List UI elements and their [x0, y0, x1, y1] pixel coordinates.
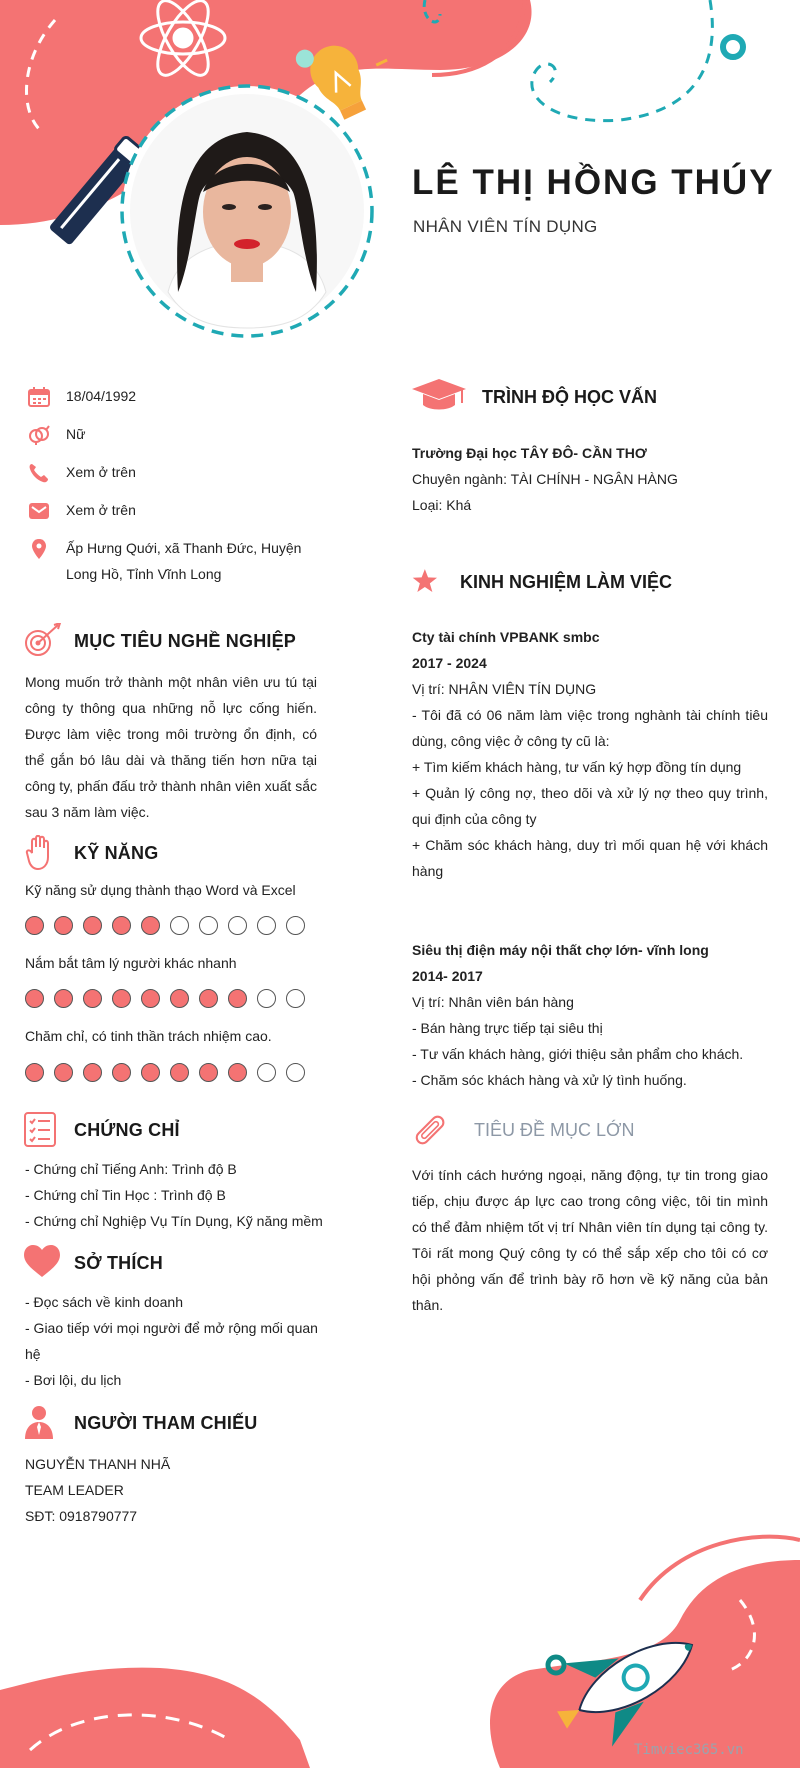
list-item: - Chứng chỉ Nghiệp Vụ Tín Dụng, Kỹ năng mềm: [25, 1213, 323, 1229]
heart-icon: [24, 1245, 64, 1281]
checklist-icon: [24, 1112, 64, 1148]
job-2-detail: Vị trí: Nhân viên bán hàng: [412, 994, 574, 1010]
paperclip-icon: [412, 1110, 458, 1150]
certificates-heading: [24, 1112, 324, 1148]
certificates-list: [25, 1156, 325, 1234]
job-1-detail: + Chăm sóc khách hàng, duy trì mối quan hệ với khách hàng: [412, 837, 768, 879]
address-text: Ấp Hưng Quới, xã Thanh Đức, Huyện Long Hồ, Tỉnh Vĩnh Long: [66, 540, 302, 582]
rating-dot-filled: [54, 989, 73, 1008]
job-1-period: 2017 - 2024: [412, 655, 487, 671]
job-2-detail: - Tư vấn khách hàng, giới thiệu sản phẩm cho khách.: [412, 1046, 744, 1062]
rating-dot-filled: [141, 989, 160, 1008]
rating-dot-filled: [83, 989, 102, 1008]
extra-title: TIÊU ĐỀ MỤC LỚN: [474, 1120, 635, 1140]
skill-1-label: Kỹ năng sử dụng thành thạo Word và Excel: [25, 882, 296, 898]
list-item: - Giao tiếp với mọi người để mở rộng mối quan hệ: [25, 1320, 318, 1362]
experience-job-1: [412, 624, 768, 884]
rating-dot-filled: [170, 989, 189, 1008]
objective-text: Mong muốn trở thành một nhân viên ưu tú tại công ty thông qua những nỗ lực cống hiến. Được làm việc trong môi trường ổn định, có thể gắn bó lâu dài và thăng tiến hơn nữa tại công ty, phấn đấu trở thành nhân viên xuất sắc sau 3 năm làm việc.: [25, 674, 317, 820]
job-2-period: 2014- 2017: [412, 968, 483, 984]
certificates-title: CHỨNG CHỈ: [74, 1120, 180, 1140]
skills-title: KỸ NĂNG: [74, 843, 159, 863]
list-item: - Chứng chỉ Tiếng Anh: Trình độ B: [25, 1161, 237, 1177]
job-title: NHÂN VIÊN TÍN DỤNG: [413, 217, 598, 236]
reference-position: TEAM LEADER: [25, 1482, 124, 1498]
rating-dot-filled: [112, 916, 131, 935]
rating-dot-empty: [228, 916, 247, 935]
extra-text: Với tính cách hướng ngoại, năng động, tự tin trong giao tiếp, chịu được áp lực cao trong công việc, tôi tin mình có thể đảm nhiệm tốt vị trí Nhân viên tín dụng tại công ty. Tôi rất mong Quý công ty có thể sắp xếp cho tôi có cơ hội phỏng vấn để trình bày rõ hơn về kỹ năng của bản thân.: [412, 1167, 768, 1313]
skill-2-rating: [25, 989, 315, 1011]
rating-dot-empty: [199, 916, 218, 935]
rating-dot-filled: [83, 1063, 102, 1082]
profile-photo: [118, 82, 376, 340]
rating-dot-empty: [257, 989, 276, 1008]
rating-dot-filled: [25, 1063, 44, 1082]
education-grade: Loại: Khá: [412, 497, 472, 513]
graduation-cap-icon: [412, 377, 468, 417]
job-1-detail: + Quản lý công nợ, theo dõi và xử lý nợ theo quy trình, qui định của công ty: [412, 785, 768, 827]
rating-dot-filled: [141, 1063, 160, 1082]
rating-dot-filled: [199, 1063, 218, 1082]
email-text: Xem ở trên: [66, 502, 136, 518]
rating-dot-filled: [25, 989, 44, 1008]
reference-name: NGUYỄN THANH NHÃ: [25, 1456, 171, 1472]
skill-2-label: Nắm bắt tâm lý người khác nhanh: [25, 955, 237, 971]
watermark: Timviec365.vn: [634, 1742, 744, 1758]
rating-dot-filled: [228, 1063, 247, 1082]
email-icon: [28, 501, 50, 521]
skills-heading: [24, 835, 324, 871]
rating-dot-empty: [257, 1063, 276, 1082]
reference-heading: [24, 1405, 324, 1441]
education-heading: [412, 377, 752, 417]
job-2-company: Siêu thị điện máy nội thất chợ lớn- vĩnh long: [412, 942, 709, 958]
rating-dot-filled: [83, 916, 102, 935]
teal-ring: [723, 37, 743, 57]
star-icon: [412, 562, 452, 602]
rating-dot-filled: [54, 1063, 73, 1082]
rating-dot-empty: [257, 916, 276, 935]
phone-icon: [28, 463, 50, 483]
person-icon: [24, 1405, 64, 1441]
gender-text: Nữ: [66, 426, 86, 442]
skill-3-label: Chăm chỉ, có tinh thần trách nhiệm cao.: [25, 1028, 272, 1044]
skill-1-rating: [25, 916, 315, 938]
skill-3-rating: [25, 1063, 315, 1085]
hobbies-list: [25, 1289, 320, 1393]
phone-text: Xem ở trên: [66, 464, 136, 480]
hobbies-title: SỞ THÍCH: [74, 1253, 163, 1273]
location-pin-icon: [28, 539, 50, 559]
reference-title: NGƯỜI THAM CHIẾU: [74, 1413, 258, 1433]
rating-dot-filled: [112, 989, 131, 1008]
rating-dot-filled: [25, 916, 44, 935]
rating-dot-empty: [286, 989, 305, 1008]
gender-icon: [28, 425, 50, 445]
dashed-swirl-right: [532, 0, 713, 121]
rating-dot-empty: [286, 1063, 305, 1082]
rating-dot-empty: [170, 916, 189, 935]
rating-dot-filled: [141, 916, 160, 935]
candidate-name: LÊ THỊ HỒNG THÚY: [412, 163, 775, 202]
teal-ring-bottom: [548, 1657, 564, 1673]
target-icon: [24, 623, 64, 659]
reference-phone: SĐT: 0918790777: [25, 1508, 138, 1524]
birthdate-text: 18/04/1992: [66, 388, 137, 404]
objective-title: MỤC TIÊU NGHỀ NGHIỆP: [74, 631, 297, 651]
list-item: - Đọc sách về kinh doanh: [25, 1294, 183, 1310]
experience-heading: [412, 562, 752, 602]
education-school: Trường Đại học TÂY ĐÔ- CẦN THƠ: [412, 445, 647, 461]
education-major: Chuyên ngành: TÀI CHÍNH - NGÂN HÀNG: [412, 471, 678, 487]
job-2-detail: - Chăm sóc khách hàng và xử lý tình huống.: [412, 1072, 687, 1088]
bottom-left-blob: [0, 1668, 310, 1768]
experience-title: KINH NGHIỆM LÀM VIỆC: [460, 572, 673, 592]
education-title: TRÌNH ĐỘ HỌC VẤN: [482, 387, 657, 407]
calendar-icon: [28, 387, 50, 407]
job-1-detail: Vị trí: NHÂN VIÊN TÍN DỤNG: [412, 681, 597, 697]
list-item: - Chứng chỉ Tin Học : Trình độ B: [25, 1187, 226, 1203]
reference-details: [25, 1451, 325, 1529]
job-1-detail: - Tôi đã có 06 năm làm việc trong nghành tài chính tiêu dùng, công việc ở công ty cũ là:: [412, 707, 768, 749]
hobbies-heading: [24, 1245, 324, 1281]
rating-dot-empty: [286, 916, 305, 935]
experience-job-2: [412, 937, 768, 1093]
hand-icon: [24, 835, 64, 871]
job-1-detail: + Tìm kiếm khách hàng, tư vấn ký hợp đồng tín dụng: [412, 759, 742, 775]
extra-heading: [412, 1110, 752, 1150]
rating-dot-filled: [170, 1063, 189, 1082]
rating-dot-filled: [112, 1063, 131, 1082]
job-2-detail: - Bán hàng trực tiếp tại siêu thị: [412, 1020, 603, 1036]
rating-dot-filled: [228, 989, 247, 1008]
list-item: - Bơi lội, du lịch: [25, 1372, 122, 1388]
job-1-company: Cty tài chính VPBANK smbc: [412, 629, 600, 645]
rating-dot-filled: [199, 989, 218, 1008]
rating-dot-filled: [54, 916, 73, 935]
objective-heading: [24, 623, 344, 659]
education-details: [412, 440, 768, 518]
